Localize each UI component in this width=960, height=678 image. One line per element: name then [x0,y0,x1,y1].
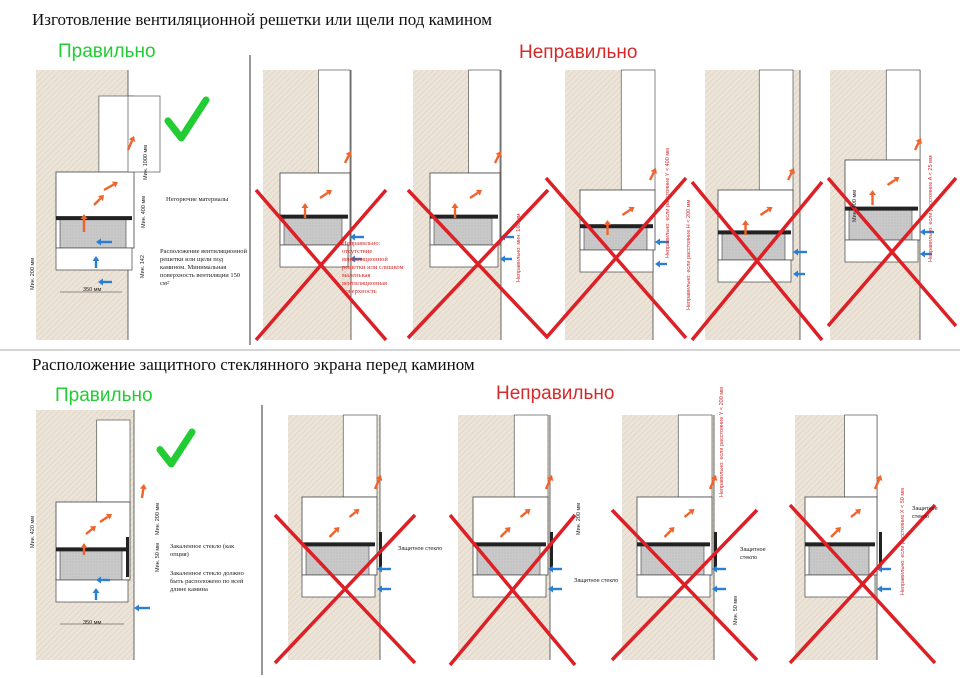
glass-wrong-label-1: Защитное стекло [398,546,443,552]
vent-wrong-panel-4 [705,70,800,340]
vent-heading: Изготовление вентиляционной решетки или щели под камином [32,10,493,29]
vent-wrong-panel-2 [413,70,501,340]
glass-wrong-note-3: Неправильно: если расстояние Y < 200 мм [719,387,725,497]
glass-wrong-panel-2 [458,415,550,660]
vent-wrong-note-4: Неправильно: если расстояние Н < 200 мм [686,199,692,310]
firebox [60,550,122,580]
glass-dim-420: Мин. 420 мм [30,515,36,548]
glass-wrong-label-3: Защитное стекло [740,547,766,561]
glass-optional-note: Закаленное стекло (как опция) [170,543,235,558]
vent-wrong-dim-400: Мин. 400 мм [852,189,858,222]
glass-wrong-label-4: Защитное стекло [912,506,938,520]
fireplace-lintel [56,216,132,220]
hood-casing [469,70,501,173]
hood-casing [678,415,712,497]
glass-dim-50: Мин. 50 мм [155,543,161,572]
fireplace-lintel [430,215,498,219]
glass-wrong-panel-1 [288,415,380,660]
hood-casing [319,70,351,173]
fireplace-lintel [302,542,375,546]
glass-incorrect-label: Неправильно [496,383,615,404]
hood-casing [343,415,377,497]
glass-heading: Расположение защитного стеклянного экрана перед камином [32,355,475,374]
vent-wrong-note-3: Неправильно: если расстояние Y < 400 мм [665,148,671,258]
dim-142: Мин. 142 [140,255,146,278]
vent-wrong-panel-5 [830,70,920,340]
glass-screen [550,532,553,568]
hood-casing [759,70,793,190]
fireplace-base [845,240,918,262]
glass-wrong-label-2: Защитное стекло [574,578,619,584]
hot-air-arrow [140,484,147,498]
glass-wrong-dim-50: Мин. 50 мм [733,596,739,625]
glass-wrong-dim-200: Мин. 200 мм [576,502,582,535]
vent-wrong-note-2: Неправильно: мин. 160 мм [516,213,522,282]
vent-wrong-note-5: Неправильно: если расстояние A < 25 мм [928,155,934,262]
glass-screen [126,537,129,577]
glass-wrong-panel-4 [795,415,877,660]
vent-wrong-note-1: Неправильно: отсутствие вентиляционной решетки или слишком маленькая вентиляционная поверхность [342,240,404,295]
dim-1000: Мин. 1000 мм [143,144,149,180]
vent-wrong-panel-1 [263,70,351,340]
check-mark [160,432,192,464]
cold-air-arrow [877,586,891,593]
dim-350: 350 мм [83,287,102,293]
hood-casing [97,420,130,502]
glass-correct-label: Правильно [55,385,153,406]
fireplace-lintel [473,542,546,546]
fireplace-lintel [56,547,128,551]
vent-incorrect-label: Неправильно [519,42,638,63]
vent-correct-label: Правильно [58,41,156,62]
glass-wrong-panel-3 [622,415,714,660]
hood-casing [621,70,655,190]
cold-air-arrow [134,605,150,612]
fireplace-base [56,580,128,602]
glass-full-length-note: Закаленное стекло должно быть расположено по всей длине камина [170,570,244,593]
firebox [60,219,126,248]
hood-casing [845,415,877,497]
fireplace-lintel [280,215,348,219]
vent-correct-panel [36,70,134,340]
dim-200: Мин. 200 мм [30,257,36,290]
glass-dim-200: Мин. 200 мм [155,502,161,535]
nonflammable-note: Негорючие материалы [166,196,229,203]
grille-note: Расположение вентиляционной решетки или щели под камином. Минимальная поверхность вентиляции 150 см² [160,248,247,287]
hood-casing [514,415,548,497]
dim-400: Мин. 400 мм [141,195,147,228]
check-mark [168,100,206,138]
hood-casing [886,70,920,160]
fireplace-lintel [805,542,875,546]
glass-dim-350: 350 мм [83,620,102,626]
glass-wrong-note-4: Неправильно: если расстояние X < 50 мм [900,488,906,595]
cold-air-arrow [500,256,512,263]
firebox [434,218,492,245]
cold-air-arrow [655,261,667,268]
fireplace-base [637,575,710,597]
